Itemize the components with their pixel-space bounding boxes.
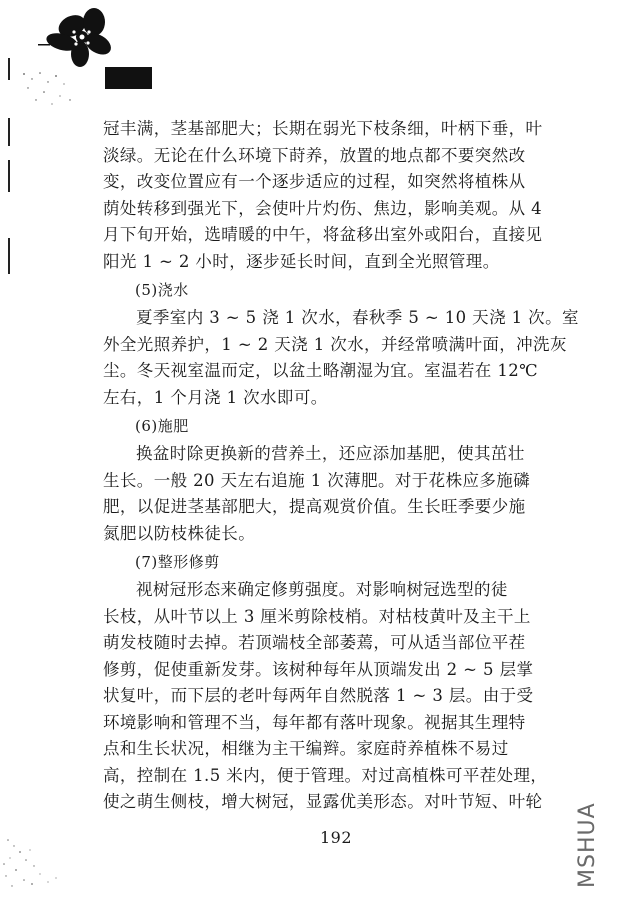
text-line: 阳光 1 ~ 2 小时，逐步延长时间，直到全光照管理。 (103, 251, 500, 271)
text-line: 换盆时除更换新的营养土，还应添加基肥，使其茁壮 (136, 444, 525, 463)
text-line: 使之萌生侧枝，增大树冠，显露优美形态。对叶节短、叶轮 (103, 792, 543, 811)
header-dot-texture (18, 70, 78, 110)
text-line: 氮肥以防枝株徒长。 (103, 523, 256, 543)
watermark: MSHUA (575, 802, 600, 888)
section-heading-pruning: (7)整形修剪 (135, 553, 220, 571)
margin-mark (8, 118, 10, 146)
scan-noise-texture (0, 800, 80, 890)
section-heading-watering: (5)浇水 (135, 281, 189, 299)
text-line: 修剪，促使重新发芽。该树种每年从顶端发出 2 ~ 5 层掌 (103, 659, 534, 679)
text-line: 月下旬开始，选晴暖的中午，将盆移出室外或阳台，直接见 (103, 225, 543, 244)
text-line: 外全光照养护，1 ~ 2 天浇 1 次水，并经常喷满叶面，冲洗灰 (103, 334, 567, 354)
page-number: 192 (320, 828, 353, 847)
text-line: 生长。一般 20 天左右追施 1 次薄肥。对于花株应多施磷 (103, 470, 531, 490)
text-line: 状复叶，而下层的老叶每两年自然脱落 1 ~ 3 层。由于受 (103, 686, 534, 705)
section-heading-fertilizing: (6)施肥 (135, 417, 189, 435)
paragraph (103, 305, 579, 411)
margin-mark (8, 58, 10, 80)
text-line: 视树冠形态来确定修剪强度。对影响树冠选型的徒 (136, 580, 508, 599)
page-body-text (103, 116, 579, 816)
text-line: 变，改变位置应有一个逐步适应的过程，如突然将植株从 (103, 172, 526, 191)
text-line: 淡绿。无论在什么环境下莳养，放置的地点都不要突然改 (103, 145, 526, 165)
text-line: 荫处转移到强光下，会使叶片灼伤、焦边，影响美观。从 4 (103, 198, 543, 218)
margin-mark (8, 238, 10, 274)
text-line: 夏季室内 3 ~ 5 浇 1 次水，春秋季 5 ~ 10 天浇 1 次。室 (136, 308, 579, 327)
text-line: 冠丰满，茎基部肥大；长期在弱光下枝条细，叶柄下垂，叶 (103, 119, 543, 138)
text-line: 萌发枝随时去掉。若顶端枝全部萎蔫，可从适当部位平茬 (103, 633, 526, 652)
text-line: 高，控制在 1.5 米内，便于管理。对过高植株可平茬处理， (103, 765, 548, 785)
text-line: 长枝，从叶节以上 3 厘米剪除枝梢。对枯枝黄叶及主干上 (103, 606, 531, 626)
text-line: 尘。冬天视室温而定，以盆土略潮湿为宜。室温若在 12℃ (103, 361, 538, 380)
paragraph (103, 577, 573, 816)
text-line: 肥，以促进茎基部肥大，提高观赏价值。生长旺季要少施 (103, 497, 526, 516)
text-line: 环境影响和管理不当，每年都有落叶现象。视据其生理特 (103, 712, 526, 732)
paragraph (103, 116, 573, 275)
header-black-bar (105, 67, 152, 89)
text-line: 左右，1 个月浇 1 次水即可。 (103, 387, 328, 407)
text-line: 点和生长状况，相继为主干编辫。家庭莳养植株不易过 (103, 739, 509, 758)
margin-mark (8, 160, 10, 192)
paragraph (103, 441, 573, 547)
